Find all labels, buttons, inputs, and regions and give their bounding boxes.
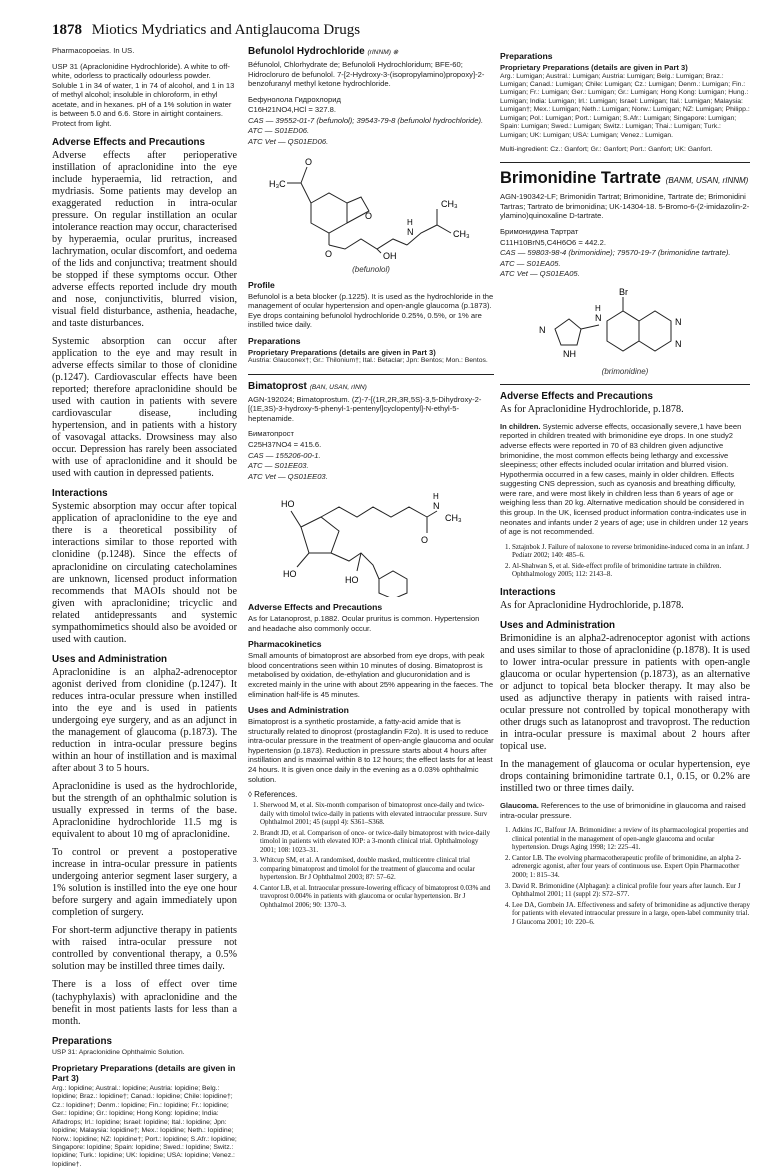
proprietary-list: Austria: Glauconex†; Gr.: Thilonium†; Ital.: Betaclar; Jpn: Bentos; Mon.: Bentos. <box>248 357 488 365</box>
subsection-heading: Proprietary Preparations (details are given in Part 3) <box>500 63 688 72</box>
paragraph: There is a loss of effect over time (tachyphylaxis) with apraclonidine and the benefit in most patients lasts for less than a month. <box>52 979 237 1027</box>
svg-text:N: N <box>675 338 682 349</box>
monograph-title <box>248 381 494 392</box>
paragraph-lead: Glaucoma. <box>500 801 539 811</box>
section-heading: Interactions <box>52 488 108 500</box>
paragraph: Apraclonidine is used as the hydrochloride, but the strength of an ophthalmic solution is usually expressed in terms of the base. Apraclonidine hydrochloride 11.5 mg is equivalent to about 10 mg of apraclonidine. <box>52 781 237 841</box>
reference-item: 2. Al-Shahwan S, et al. Side-effect profile of brimonidine tartrate in children. Ophthalmology 2005; 112: 2143–8. <box>512 562 750 579</box>
bimatoprost-structure <box>261 487 481 597</box>
formula: C25H37NO4 = 415.6. <box>248 439 322 449</box>
paragraph: As for Apraclonidine Hydrochloride, p.1878. <box>500 599 684 611</box>
reference-list <box>500 543 750 579</box>
running-title: Miotics Mydriatics and Antiglaucoma Drugs <box>91 22 361 38</box>
cas-number: CAS — 59803-98-4 (brimonidine); 79570-19-7 (brimonidine tartrate). <box>500 248 731 258</box>
atc-code: ATC — S01ED06. <box>248 126 310 136</box>
monograph-title <box>248 46 494 57</box>
befunolol-structure <box>261 153 481 263</box>
reference-item: 3. Whitcup SM, et al. A randomised, double masked, multicentre clinical trial comparing bimatoprost and timolol for the treatment of glaucoma and ocular hypertension. Br J Ophthalmol 2003; 87: 57–62. <box>260 856 494 882</box>
paragraph-text: References to the use of brimonidine in glaucoma and raised intra-ocular pressure. <box>500 801 746 820</box>
reference-item: 1. Sherwood M, et al. Six-month comparison of bimatoprost once-daily and twice-daily with timolol twice-daily in patients with elevated intraocular pressure. Surv Ophthalmol 2001; 45 (suppl 4): S361–S368. <box>260 801 494 827</box>
formula: C16H21NO4,HCl = 327.8. <box>248 105 337 115</box>
section-heading: Pharmacokinetics <box>248 639 322 650</box>
paragraph: Adverse effects after perioperative instillation of apraclonidine into the eye include hyperaemia, lid retraction, and mydriasis. Some patients may develop an exaggerated reduction in intra-ocular pressure. On regular instillation an ocular intolerance reaction may occur, characterised by hyperaemia, ocular pruritus, increased lachrymation, ocular discomfort, and oedema of the lids and conjunctiva; treatment should be stopped if these symptoms occur. Other adverse effects reported include dry mouth and nose, conjunctivitis, blurred vision, visual field disturbance, asthenia, headache, and taste disturbances. <box>52 149 238 329</box>
svg-text:CH₃: CH₃ <box>453 228 470 239</box>
divider <box>500 162 750 163</box>
approved-names: (BANM, USAN, rINNM) <box>665 176 749 186</box>
paragraph: Apraclonidine is an alpha2-adrenoceptor agonist derived from clonidine (p.1247). It reduces intra-ocular pressure when instilled into the eye and is used in patients undergoing eye surgery, and as an adjunct in the management of glaucoma (p.1873). The reduction in intra-ocular pressure begins within an hour of instillation and is maximal after about 3 to 5 hours. <box>52 666 237 774</box>
reference-item: 3. David R. Brimonidine (Alphagan): a clinical profile four years after launch. Eur J Ophthalmol 2001; 11 (suppl 2): S72–S77. <box>512 882 750 899</box>
paragraph: Brimonidine is an alpha2-adrenoceptor agonist with actions and uses similar to those of apraclonidine (p.1878). It is used to lower intra-ocular pressure in patients with open-angle glaucoma or ocular hypertension (p.1873), as an alternative or adjunct to topical beta blocker therapy. It may also be used as adjunctive therapy in patients with raised intra-ocular pressure not controlled by topical monotherapy with other drugs such as latanoprost and travoprost. The reduction in intra-ocular pressure is maximal about 2 hours after topical use. <box>500 632 750 753</box>
svg-text:N: N <box>433 501 440 512</box>
atc-code: ATC — S01EA05. <box>500 258 561 268</box>
reference-list <box>248 801 494 909</box>
formula: C11H10BrN5,C4H6O6 = 442.2. <box>500 237 607 247</box>
reference-item: 2. Brandt JD, et al. Comparison of once- or twice-daily bimatoprost with twice-daily timolol in patients with elevated IOP: a 3-month clinical trial. Ophthalmology 2001; 108: 1023–31. <box>260 829 494 855</box>
paragraph: As for Latanoprost, p.1882. Ocular pruritus is common. Hypertension and headache also commonly occur. <box>248 614 480 633</box>
column-middle <box>248 46 494 911</box>
svg-text:N: N <box>407 226 414 237</box>
atc-vet-code: ATC Vet — QS01ED06. <box>248 136 329 146</box>
svg-text:HO: HO <box>283 569 297 580</box>
svg-text:N: N <box>675 316 682 327</box>
section-heading: Uses and Administration <box>500 619 616 631</box>
title-text: Brimonidine Tartrate <box>500 169 662 188</box>
reference-item: 1. Adkins JC, Balfour JA. Brimonidine: a review of its pharmacological properties and clinical potential in the management of open-angle glaucoma and ocular hypertension. Drugs Aging 1998; 12: 225–41. <box>512 826 750 852</box>
paragraph <box>500 801 750 820</box>
svg-text:H: H <box>407 217 413 227</box>
proprietary-list: Arg.: Iopidine; Austral.: Iopidine; Austria: Iopidine; Belg.: Iopidine; Braz.: Iopidine†; Canad.: Iopidine; Chile: Iopidine†; Cz.: Iopidine†; Denm.: Iopidine; Fin.: Iopidine; Fr.: Iopidine; Ger.: Iopidine; Gr.: Iopidine; Hong Kong: Iopidine; India: Alfadrops; Irl.: Iopidine; Israel: Iopidine; Ital.: Iopidine; Jpn: Iopidine; Malaysia: Iopidine†; Mex.: Iopidine; Neth.: Iopidine; Norw.: Iopidine; NZ: Iopidine†; Port.: Iopidine; S.Afr.: Iopidine; Singapore: Iopidine; Spain: Iopidine; Swed.: Iopidine; Switz.: Iopidine; Turk.: Iopidine; UK: Iopidine; USA: Iopidine; Venez.: Iopidine†. <box>52 1085 237 1168</box>
approved-names: (rINNM) ⊗ <box>367 49 399 56</box>
page-number: 1878 <box>52 22 82 38</box>
paragraph: As for Apraclonidine Hydrochloride, p.1878. <box>500 403 684 415</box>
svg-text:N: N <box>595 312 602 323</box>
svg-text:NH: NH <box>563 348 576 359</box>
usp-preparation: USP 31: Apraclonidine Ophthalmic Solution. <box>52 1048 185 1056</box>
svg-text:H: H <box>595 303 601 313</box>
column-left <box>52 46 237 1175</box>
paragraph: For short-term adjunctive therapy in patients with raised intra-ocular pressure not controlled by conventional therapy, a 0.5% solution may be instilled three times daily. <box>52 925 237 973</box>
svg-text:CH₃: CH₃ <box>445 513 462 524</box>
reference-item: 4. Cantor LB, et al. Intraocular pressure-lowering efficacy of bimatoprost 0.03% and travoprost 0.004% in patients with glaucoma or ocular hypertension. Br J Ophthalmol 2006; 90: 1370–3. <box>260 884 494 910</box>
reference-item: 4. Lee DA, Gornbein JA. Effectiveness and safety of brimonidine as adjunctive therapy for patients with elevated intraocular pressure in a large, open-label community trial. J Glaucoma 2001; 10: 220–6. <box>512 901 750 927</box>
paragraph <box>500 422 750 537</box>
paragraph-text: Systemic adverse effects, occasionally severe,1 have been reported in children treated with brimonidine eye drops. In one study2 adverse effects were reported in 70 of 83 children given adjunctive brimonidine, the most common effects being lethargy and excessive sleepiness; other effects included ocular irritation and blurred vision. Hypothermia occurred in a few cases, mainly in older children. Effects suggesting CNS depression, such as cyanosis and breathing difficulty, were rare, and were most likely in children less than 6 years of age or weighing less than 20 kg. Alternative medication should be considered in this group. In the UK, licensed product information contra-indicates use in neonates and infants under 2 years of age; use in children under 12 years of age is not recommended. <box>500 421 749 537</box>
svg-text:H: H <box>433 492 439 502</box>
divider <box>500 384 750 385</box>
cas-number: CAS — 155206-00-1. <box>248 450 321 460</box>
subsection-heading: Proprietary Preparations (details are given in Part 3) <box>248 347 436 357</box>
title-text: Befunolol Hydrochloride <box>248 46 365 57</box>
section-heading: Preparations <box>52 1035 112 1047</box>
atc-vet-code: ATC Vet — QS01EA05. <box>500 269 580 279</box>
section-heading: Uses and Administration <box>52 653 168 665</box>
svg-text:CH₃: CH₃ <box>441 198 458 209</box>
reference-list <box>500 826 750 926</box>
synonyms: AGN-192024; Bimatoprostum. (Z)-7-[(1R,2R,3R,5S)-3,5-Dihydroxy-2-[(1E,3S)-3-hydroxy-5-phenyl-1-pentenyl]cyclopentyl]-N-ethyl-5-heptenamide. <box>248 394 482 423</box>
section-heading: Uses and Administration <box>248 705 349 716</box>
pharmacopoeias-line: Pharmacopoeias. In US. <box>52 46 135 55</box>
reference-item: 2. Cantor LB. The evolving pharmacotherapeutic profile of brimonidine, an alpha 2-adrenergic agonist, after four years of continuous use. Expert Opin Pharmacother 2000; 1: 815–34. <box>512 854 750 880</box>
paragraph-lead: In children. <box>500 421 541 431</box>
title-text: Bimatoprost <box>248 380 307 392</box>
section-heading: Profile <box>248 279 275 290</box>
divider <box>248 374 494 375</box>
paragraph: Bimatoprost is a synthetic prostamide, a fatty-acid amide that is structurally related to dinoprost (prostaglandin F2α). It is used to reduce intra-ocular pressure in the treatment of open-angle glaucoma and ocular hypertension (p.1873). Reduction in pressure starts about 4 hours after instillation and is maximal within 8 to 12 hours; the effect lasts for at least 24 hours. It is given once daily in the evening as a 0.03% ophthalmic solution. <box>248 717 494 784</box>
paragraph: Systemic absorption may occur after topical application of apraclonidine to the eye and there is a theoretical possibility of interactions similar to those reported with clonidine (p.1248). Since the effects of apraclonidine on circulating catecholamines are unknown, licensed product information recommends that MAOIs should not be given with apraclonidine; tricyclic and related antidepressants and systemic sympathomimetics should also be avoided or used with caution. <box>52 501 237 645</box>
paragraph: Systemic absorption can occur after application to the eye and may result in adverse effects similar to those of clonidine (p.1247). Cardiovascular effects have been reported; therefore apraclonidine should be used with caution in patients with severe cardiovascular disease, including hypertension, and in patients with a history of vasovagal attacks. Drowsiness may also occur. Depression has rarely been associated with use of apraclonidine and it should be used with caution in depressed patients. <box>52 335 237 480</box>
cyrillic-name: Бефунолола Гидрохлорид <box>248 94 341 104</box>
svg-text:OH: OH <box>383 250 397 261</box>
atc-vet-code: ATC Vet — QS01EE03. <box>248 471 328 481</box>
section-heading: Adverse Effects and Precautions <box>248 602 383 613</box>
svg-text:Br: Br <box>619 286 628 297</box>
atc-code: ATC — S01EE03. <box>248 461 309 471</box>
usp-monograph: USP 31 (Apraclonidine Hydrochloride). A white to off-white, odorless to practically odourless powder. Soluble 1 in 34 of water, 1 in 74 of alcohol, and 1 in 13 of methyl alcohol; insoluble in chloroform, in ethyl acetate, and in hexanes. pH of a 1% solution in water is between 5.0 and 6.6. Store in airtight containers. Protect from light. <box>52 61 235 128</box>
svg-text:O: O <box>365 210 373 221</box>
svg-text:H₃C: H₃C <box>269 178 286 189</box>
proprietary-list: Arg.: Lumigan; Austral.: Lumigan; Austria: Lumigan; Belg.: Lumigan; Braz.: Lumigan; Canad.: Lumigan; Chile: Lumigan; Cz.: Lumigan; Denm.: Lumigan; Fin.: Lumigan; Fr.: Lumigan; Ger.: Lumigan; Gr.: Lumigan; Hong Kong: Lumigan; Hung.: Lumigan; India: Lumigan; Irl.: Lumigan; Israel: Lumigan; Ital.: Lumigan; Malaysia: Lumigan†; Mex.: Lumigan; Neth.: Lumigan; Norw.: Lumigan; NZ: Lumigan; Philipp.: Lumigan; Pol.: Lumigan; Port.: Lumigan; S.Afr.: Lumigan; Singapore: Lumigan; Spain: Lumigan; Swed.: Lumigan; Switz.: Lumigan; Thai.: Lumigan; Turk.: Lumigan; UK: Lumigan; USA: Lumigan; Venez.: Lumigan. <box>500 72 750 139</box>
section-heading: Adverse Effects and Precautions <box>52 136 205 148</box>
svg-text:O: O <box>325 248 333 259</box>
subsection-heading: Proprietary Preparations (details are given in Part 3) <box>52 1063 236 1084</box>
references-heading: ◊ References. <box>248 790 298 800</box>
brimonidine-structure <box>525 285 725 365</box>
svg-text:O: O <box>421 535 429 546</box>
monograph-title <box>500 169 750 188</box>
section-heading: Preparations <box>500 51 553 61</box>
section-heading: Adverse Effects and Precautions <box>500 390 653 402</box>
synonyms: Béfunolol, Chlorhydrate de; Befunololi Hydrochloridum; BFE-60; Hidrocloruro de befunolol. 7-[2-Hydroxy-3-(isopropylamino)propoxy]-2-benzofuranyl methyl ketone hydrochloride. <box>248 60 485 89</box>
cas-number: CAS — 39552-01-7 (befunolol); 39543-79-8 (befunolol hydrochloride). <box>248 115 484 125</box>
structure-caption: (brimonidine) <box>601 366 649 376</box>
section-heading: Preparations <box>248 335 301 346</box>
multi-ingredient-list: Multi-ingredient: Cz.: Ganfort; Gr.: Ganfort; Port.: Ganfort; UK: Ganfort. <box>500 145 713 153</box>
approved-names: (BAN, USAN, rINN) <box>309 383 367 391</box>
paragraph: In the management of glaucoma or ocular hypertension, eye drops containing brimonidine tartrate 0.1, 0.15, or 0.2% are instilled two or three times daily. <box>500 759 750 795</box>
paragraph: To control or prevent a postoperative increase in intra-ocular pressure in patients undergoing anterior segment laser surgery, a 1% solution is instilled into the eye one hour before surgery and again immediately upon completion of surgery. <box>52 847 237 919</box>
cyrillic-name: Бримонидина Тартрат <box>500 227 579 237</box>
structure-caption: (befunolol) <box>352 264 390 274</box>
section-heading: Interactions <box>500 586 556 598</box>
running-header <box>52 22 744 39</box>
synonyms: AGN-190342-LF; Brimonidin Tartrat; Brimonidine, Tartrate de; Brimonidini Tartras; Tartrato de brimonidina; UK-14304-18. 5-Bromo-6-(2-imidazolin-2-ylamino)quinoxaline D-tartrate. <box>500 192 750 221</box>
cyrillic-name: Биматопрост <box>248 429 294 439</box>
column-right <box>500 46 750 928</box>
svg-text:HO: HO <box>345 575 359 586</box>
paragraph: Small amounts of bimatoprost are absorbed from eye drops, with peak blood concentrations seen within 10 minutes of dosing. Bimatoprost is metabolised by oxidation, de-ethylation and glucuronidation and is excreted mainly in the urine with about 25% appearing in the faeces. The elimination half-life is 45 minutes. <box>248 651 494 699</box>
svg-text:N: N <box>539 324 546 335</box>
paragraph: Befunolol is a beta blocker (p.1225). It is used as the hydrochloride in the management of ocular hypertension and open-angle glaucoma (p.1873). Eye drops containing befunolol hydrochloride 0.25%, 0.5%, or 1% are instilled twice daily. <box>248 291 494 330</box>
svg-text:HO: HO <box>281 499 295 510</box>
reference-item: 1. Sztajnbok J. Failure of naloxone to reverse brimonidine-induced coma in an infant. J Pediatr 2002; 140: 485–6. <box>512 543 750 560</box>
svg-text:O: O <box>305 156 313 167</box>
